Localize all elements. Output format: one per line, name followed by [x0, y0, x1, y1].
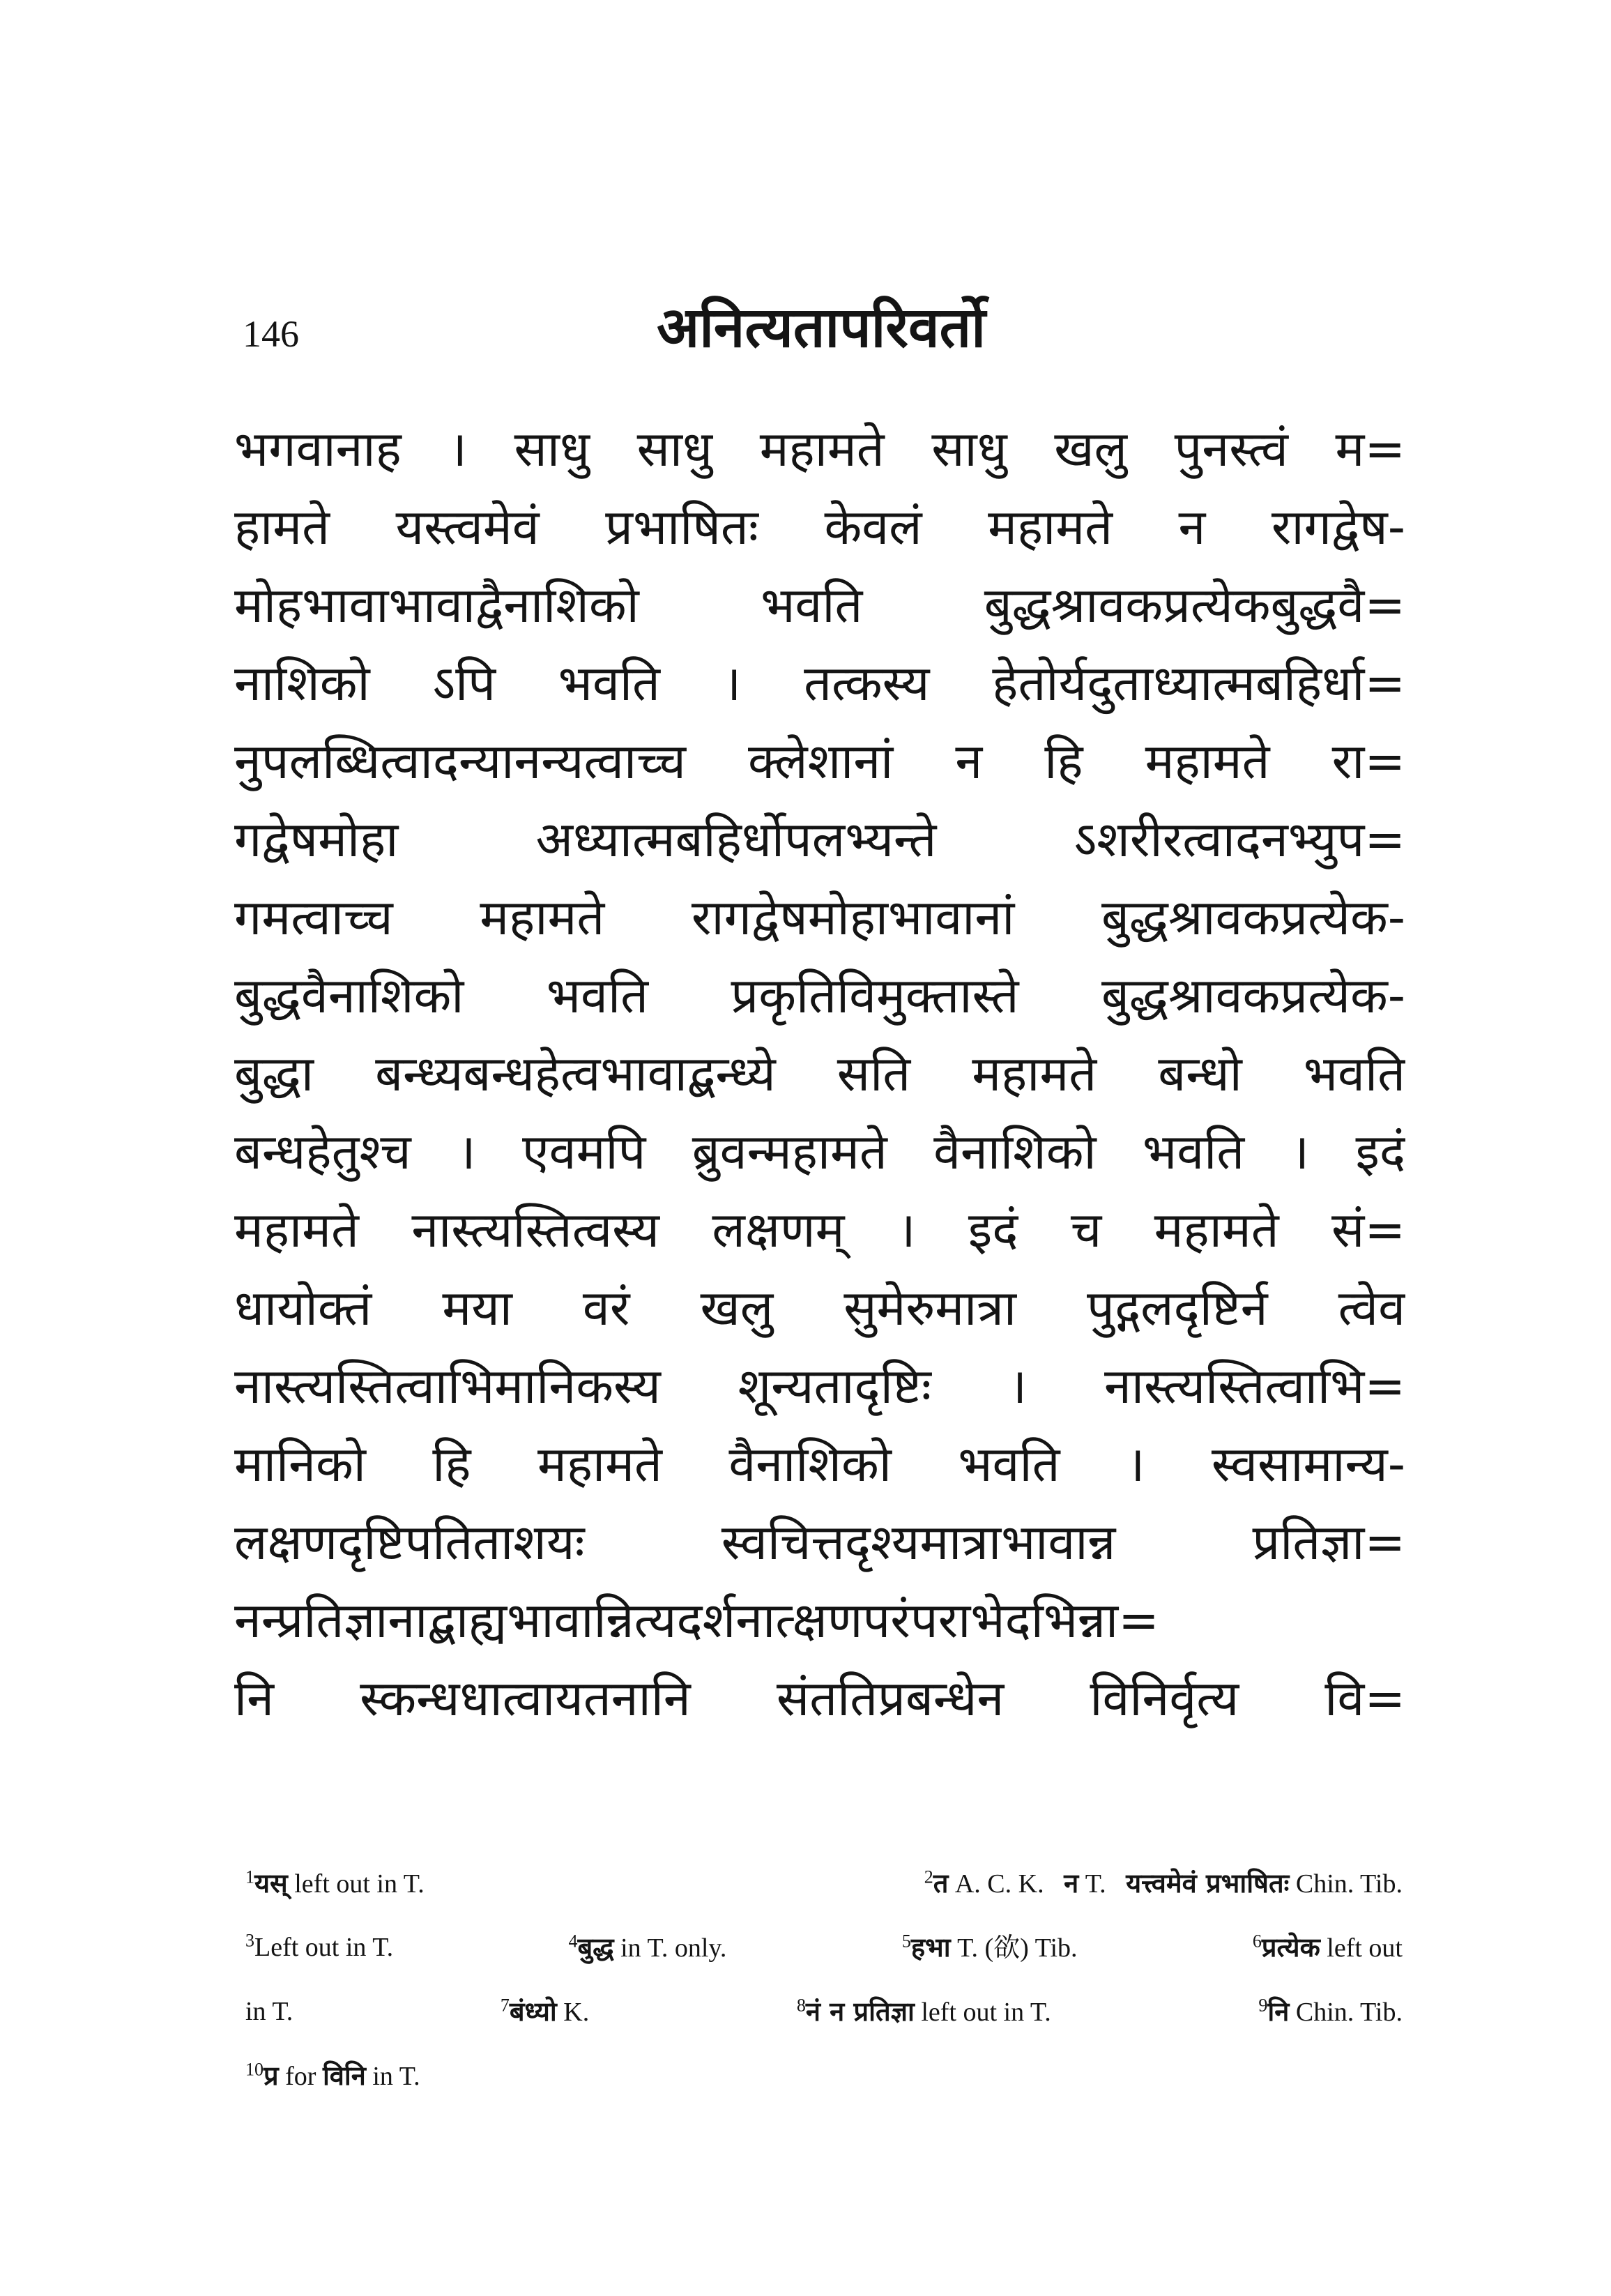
running-title: अनित्यतापरिवर्तो — [657, 295, 986, 360]
text-line: गमत्वाच्च महामते रागद्वेषमोहाभावानां बुद्धश्रावकप्रत्येक- — [234, 889, 1405, 946]
text-line: धायोक्तं मया वरं खलु सुमेरुमात्रा पुद्गलदृष्टिर्न त्वेव — [234, 1279, 1405, 1337]
footnote-row — [245, 1851, 1403, 1915]
footnote-continuation: in T. — [245, 1997, 293, 2026]
text-line: लक्षणदृष्टिपतिताशयः स्वचित्तदृश्यमात्राभावान्न प्रतिज्ञा= — [234, 1514, 1405, 1571]
footnote: $^3$Left out in T. — [245, 1930, 394, 1962]
text-line: महामते नास्त्यस्तित्वस्य लक्षणम् । इदं च महामते सं= — [234, 1201, 1405, 1259]
text-line: भगवानाह । साधु साधु महामते साधु खलु पुनस्त्वं म= — [234, 420, 1405, 478]
footnote-row — [245, 1979, 1403, 2044]
page-header — [243, 287, 1400, 364]
page-number: 146 — [243, 313, 299, 355]
text-line: मोहभावाभावाद्वैनाशिको भवति बुद्धश्रावकप्रत्येकबुद्धवै= — [234, 577, 1405, 634]
footnote: $^{10}$प्र for विनि in T. — [245, 2059, 420, 2091]
footnote: $^1$यस् left out in T. — [245, 1867, 425, 1899]
text-line: बुद्धवैनाशिको भवति प्रकृतिविमुक्तास्ते बुद्धश्रावकप्रत्येक- — [234, 967, 1405, 1024]
text-line: नास्त्यस्तित्वाभिमानिकस्य शून्यतादृष्टिः । नास्त्यस्तित्वाभि= — [234, 1358, 1405, 1415]
text-line: हामते यस्त्वमेवं प्रभाषितः केवलं महामते न रागद्वेष- — [234, 499, 1405, 556]
footnote: $^4$बुद्ध in T. only. — [568, 1931, 727, 1963]
footnote: $^9$नि Chin. Tib. — [1258, 1995, 1403, 2027]
footnote: $^6$प्रत्येक left out — [1252, 1931, 1403, 1963]
footnotes — [245, 1851, 1403, 2108]
text-line: बन्धहेतुश्च । एवमपि ब्रुवन्महामते वैनाशिको भवति । इदं — [234, 1123, 1405, 1180]
text-line: बुद्धा बन्ध्यबन्धहेत्वभावाद्बन्ध्ये सति महामते बन्धो भवति — [234, 1045, 1405, 1102]
text-line: नाशिको ऽपि भवति । तत्कस्य हेतोर्यदुताध्यात्मबहिर्धा= — [234, 655, 1405, 712]
text-line: नुपलब्धित्वादन्यानन्यत्वाच्च क्लेशानां न हि महामते रा= — [234, 733, 1405, 790]
footnote: $^8$नं न प्रतिज्ञा left out in T. — [796, 1995, 1051, 2027]
body-text — [234, 410, 1405, 1738]
footnote-row — [245, 2044, 1403, 2108]
text-line: नि स्कन्धधात्वायतनानि संततिप्रबन्धेन विनिर्वृत्य वि= — [234, 1670, 1405, 1727]
text-line: नन्प्रतिज्ञानाद्बाह्यभावान्नित्यदर्शनात्क्षणपरंपराभेदभिन्ना= — [234, 1592, 1159, 1649]
text-line: गद्वेषमोहा अध्यात्मबहिर्धोपलभ्यन्ते ऽशरीरत्वादनभ्युप= — [234, 811, 1405, 868]
text-line: मानिको हि महामते वैनाशिको भवति । स्वसामान्य- — [234, 1436, 1405, 1493]
footnote-row — [245, 1915, 1403, 1979]
footnote: $^7$बंध्यो K. — [500, 1995, 590, 2027]
footnote: $^2$त A. C. K. न T. यत्त्वमेवं प्रभाषितः Chin. Tib. — [924, 1867, 1403, 1899]
footnote: $^5$हभा T. (欲) Tib. — [901, 1931, 1078, 1963]
